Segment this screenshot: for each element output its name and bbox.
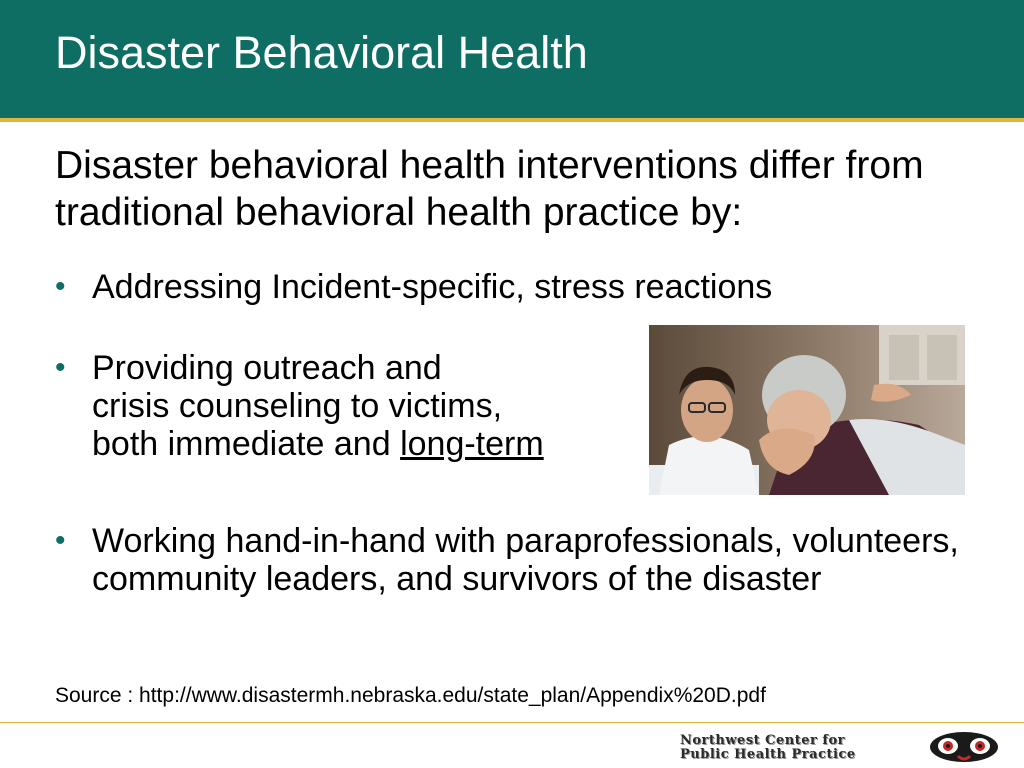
bullet-text: Working hand-in-hand with paraprofessionals, volunteers, community leaders, and survivors of the disaster	[92, 522, 959, 598]
organization-logo-icon	[928, 730, 1000, 764]
source-citation: Source : http://www.disastermh.nebraska.edu/state_plan/Appendix%20D.pdf	[55, 684, 766, 707]
footer-divider	[0, 722, 1024, 723]
bullet-item-outreach	[55, 349, 655, 463]
bullet-item-paraprofessionals	[55, 522, 985, 598]
bullet-dot: •	[55, 524, 66, 557]
logo-line: Northwest Center for	[680, 733, 846, 748]
title-bar	[0, 0, 1024, 118]
intro-text: Disaster behavioral health interventions differ from traditional behavioral health practice by:	[55, 144, 924, 234]
bullet-text-line: both immediate and	[92, 425, 401, 463]
bullet-item-incident	[55, 268, 955, 306]
bullet-text-line: Providing outreach and	[92, 349, 442, 387]
logo-line: Public Health Practice	[680, 747, 856, 762]
bullet-text: Addressing Incident-specific, stress reactions	[92, 268, 773, 306]
slide-title: Disaster Behavioral Health	[55, 27, 588, 78]
header-divider	[0, 118, 1024, 122]
counseling-photo	[649, 325, 965, 495]
bullet-text-line: crisis counseling to victims,	[92, 387, 503, 425]
bullet-text	[55, 349, 655, 463]
long-term-emphasis: long-term	[400, 425, 544, 463]
organization-logo-text	[680, 734, 856, 762]
bullet-dot: •	[55, 270, 66, 303]
bullet-dot: •	[55, 351, 66, 384]
